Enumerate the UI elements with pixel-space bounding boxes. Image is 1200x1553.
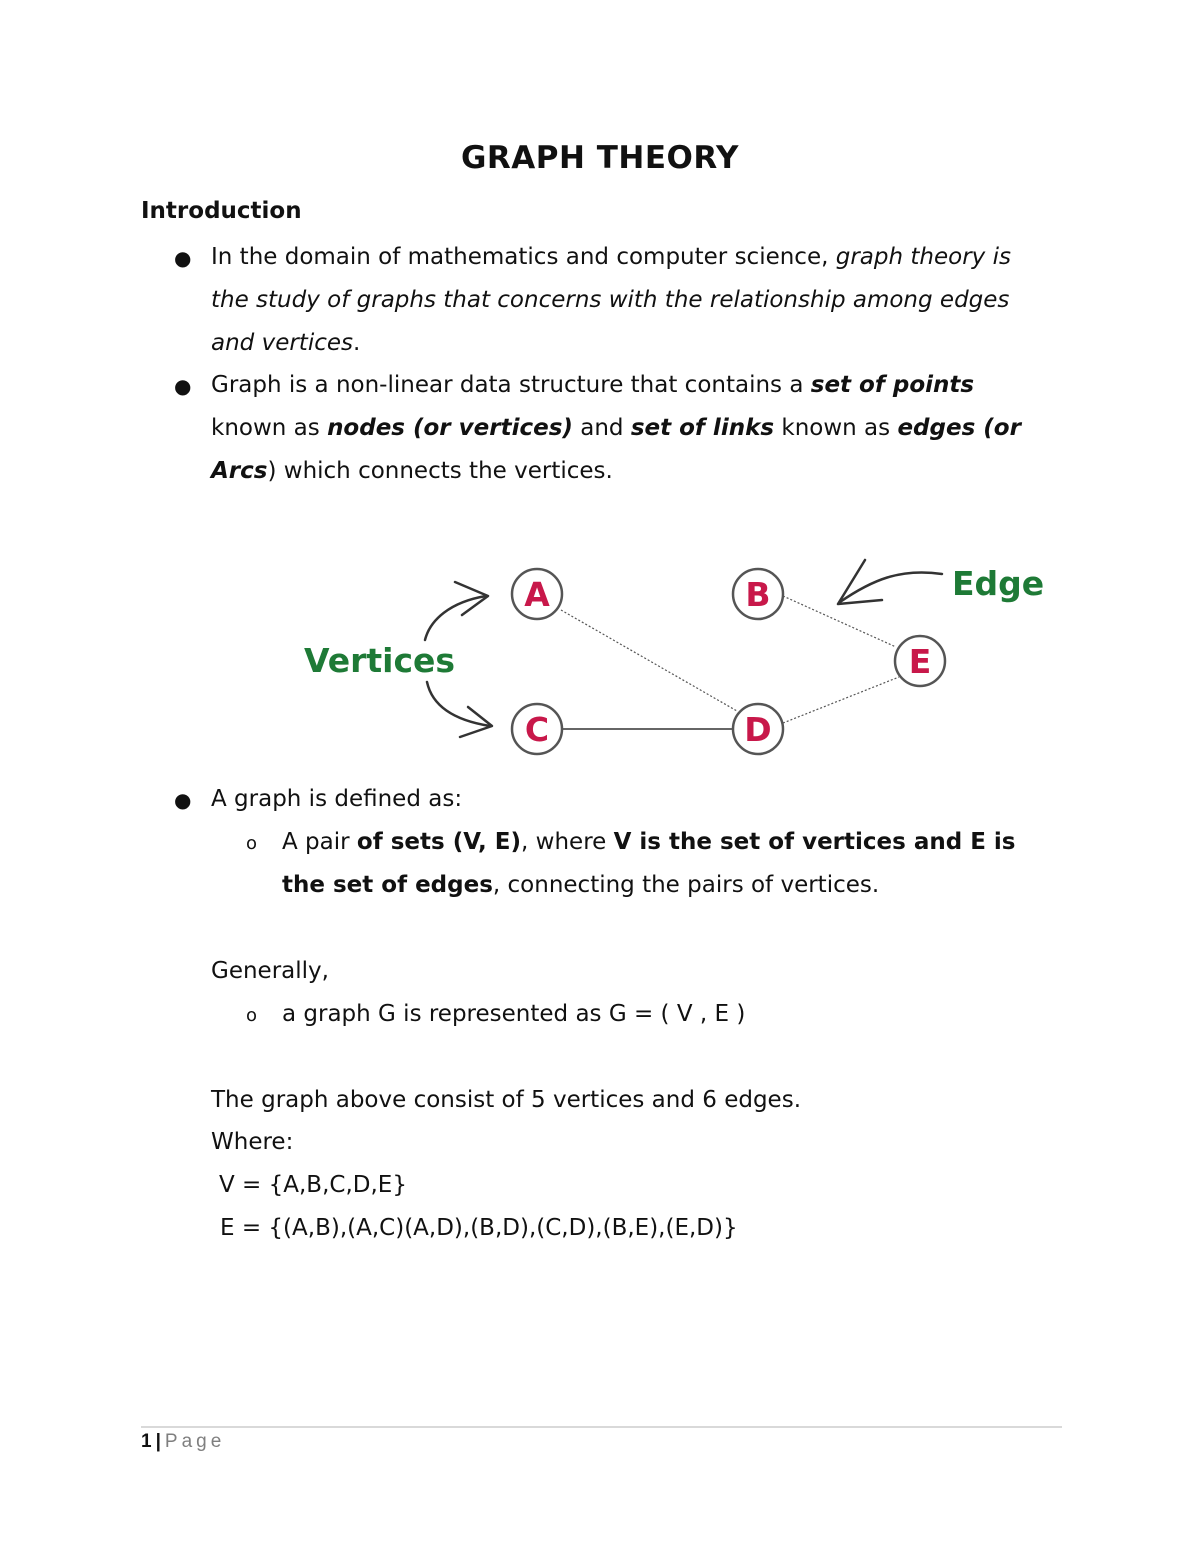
- italic-text: graph theory is: [835, 244, 1011, 270]
- vertex-c: [512, 704, 562, 754]
- vertex-label: E: [908, 642, 932, 681]
- section-heading-introduction: Introduction: [141, 198, 302, 224]
- text-run: Graph is a non-linear data structure that contains a: [211, 372, 811, 398]
- vertex-set: V = {A,B,C,D,E}: [219, 1172, 407, 1198]
- italic-text: and vertices: [211, 330, 353, 356]
- bullet-icon: ●: [174, 374, 192, 398]
- bullet-item-graph-defined-as: [211, 778, 1071, 821]
- bold-italic-text: set of links: [630, 415, 775, 441]
- text-run: A pair: [282, 829, 357, 855]
- text-line: [211, 236, 1071, 279]
- edge-set: E = {(A,B),(A,C)(A,D),(B,D),(C,D),(B,E),(E,D)}: [220, 1215, 738, 1241]
- vertex-e: [895, 636, 945, 686]
- arrow-to-vertex-a-icon: [425, 582, 488, 640]
- text-run: known as: [774, 415, 898, 441]
- graph-diagram: [290, 540, 1070, 770]
- sub-bullet-pair-of-sets: [282, 821, 1082, 907]
- arrow-to-vertex-c-icon: [427, 682, 492, 737]
- text-run: , where: [521, 829, 614, 855]
- text-line: [211, 279, 1071, 322]
- edge-d-e: [783, 677, 899, 723]
- arrow-to-edge-icon: [838, 560, 942, 604]
- vertex-label: D: [744, 710, 772, 749]
- text-run: .: [353, 330, 361, 356]
- generally-text: Generally,: [211, 958, 329, 984]
- sub-bullet-icon: o: [246, 833, 258, 854]
- bullet-item-graph-theory-definition: [211, 236, 1071, 365]
- vertex-label: A: [524, 575, 550, 614]
- edge-label: Edge: [952, 564, 1045, 603]
- sub-bullet-icon: o: [246, 1005, 258, 1026]
- bullet-item-graph-data-structure: [211, 364, 1071, 493]
- text-line: [211, 322, 1071, 365]
- consist-text: The graph above consist of 5 vertices and 6 edges.: [211, 1087, 802, 1113]
- bullet-icon: ●: [174, 246, 192, 270]
- text-line: [282, 864, 1082, 907]
- vertex-a: [512, 569, 562, 619]
- bold-text: the set of edges: [282, 872, 493, 898]
- bullet-icon: ●: [174, 788, 192, 812]
- text-run: and: [572, 415, 631, 441]
- edge-a-d: [561, 610, 737, 711]
- text-line: [211, 364, 1071, 407]
- text-line: A graph is defined as:: [211, 786, 463, 812]
- text-run: , connecting the pairs of vertices.: [492, 872, 880, 898]
- representation-text: a graph G is represented as G = ( V , E ): [282, 1001, 746, 1027]
- text-run: In the domain of mathematics and computer science,: [211, 244, 836, 270]
- footer-divider: [141, 1426, 1062, 1428]
- footer-separator: |: [155, 1431, 161, 1452]
- page-footer: [141, 1431, 225, 1453]
- italic-text: the study of graphs that concerns with the relationship among edges: [211, 287, 1010, 313]
- text-line: [211, 407, 1071, 450]
- page-title: GRAPH THEORY: [460, 140, 739, 176]
- vertex-label: B: [745, 575, 771, 614]
- bold-text: V is the set of vertices and E is: [613, 829, 1016, 855]
- page-number: 1: [141, 1431, 152, 1452]
- text-run: ) which connects the vertices.: [267, 458, 613, 484]
- bold-italic-text: edges (or: [897, 415, 1021, 441]
- text-line: [211, 450, 1071, 493]
- bold-italic-text: set of points: [810, 372, 975, 398]
- vertices-label: Vertices: [304, 641, 456, 680]
- vertex-d: [733, 704, 783, 754]
- text-run: known as: [211, 415, 328, 441]
- vertex-b: [733, 569, 783, 619]
- bold-text: of sets (V, E): [356, 829, 522, 855]
- bold-italic-text: nodes (or vertices): [327, 415, 573, 441]
- bold-italic-text: Arcs: [211, 458, 268, 484]
- text-line: [282, 821, 1082, 864]
- where-text: Where:: [211, 1129, 294, 1155]
- vertex-label: C: [524, 710, 550, 749]
- page-label: Page: [164, 1431, 226, 1452]
